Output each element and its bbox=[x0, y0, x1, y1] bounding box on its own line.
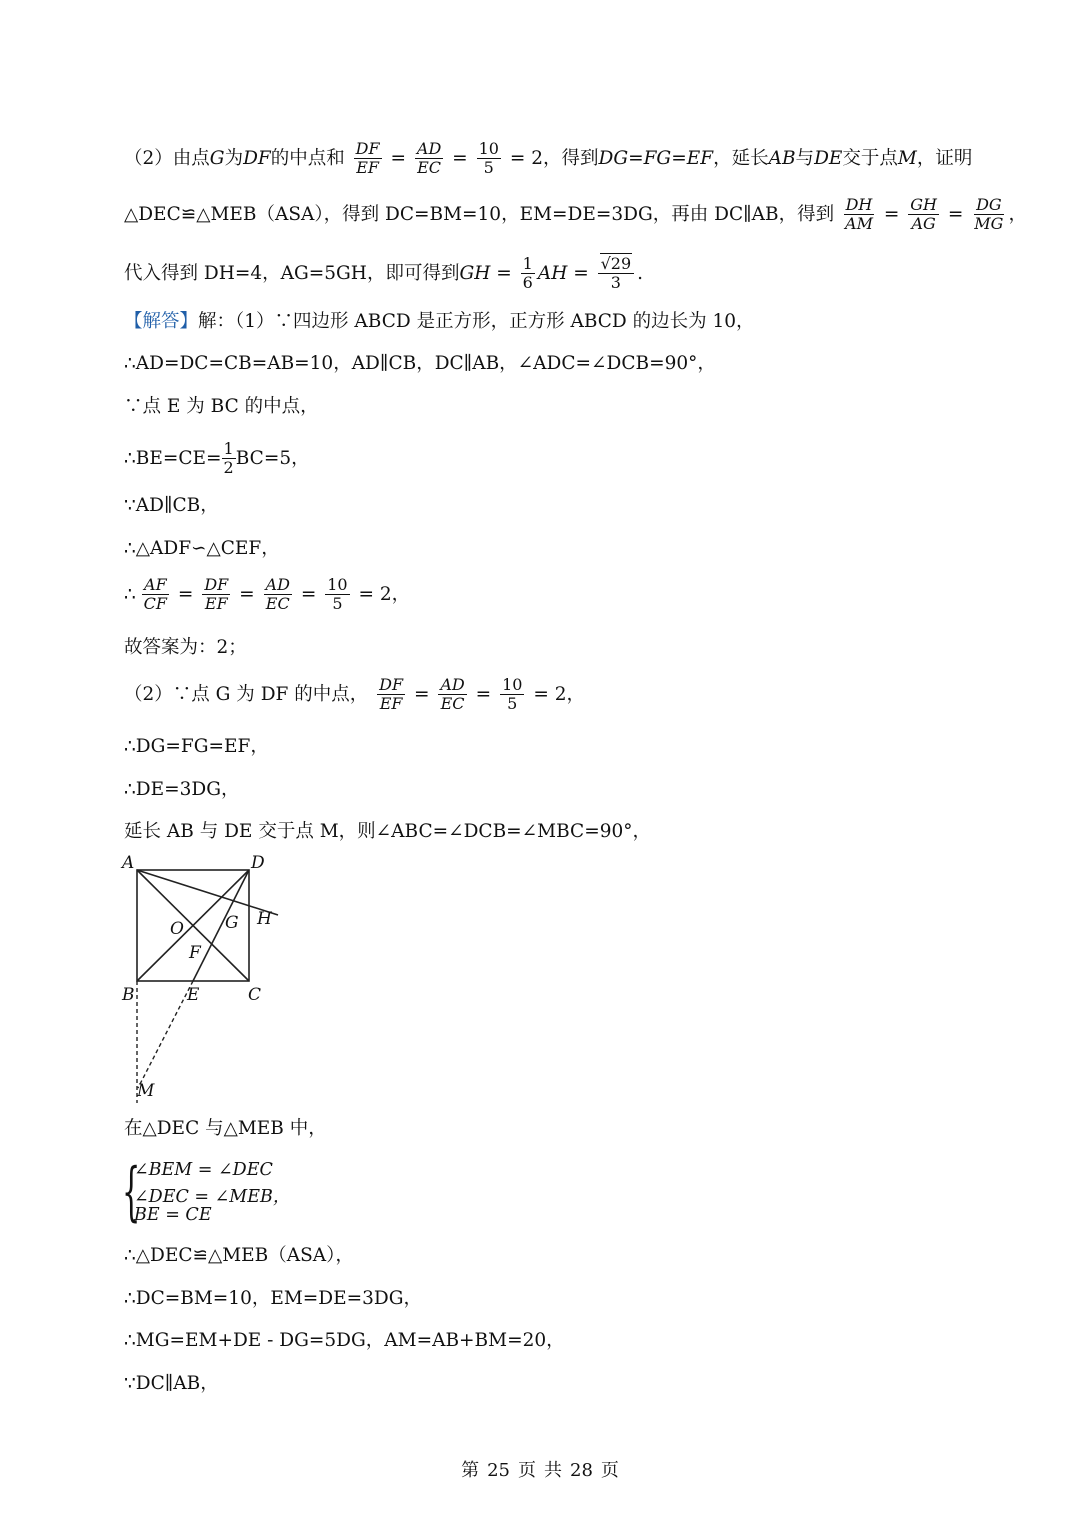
text: 解：（1）∵四边形 ABCD 是正方形，正方形 ABCD 的边长为 10， bbox=[198, 311, 755, 332]
solution-line: ∴MG=EM+DE - DG=5DG，AM=AB+BM=20， bbox=[124, 1330, 565, 1351]
equals: = bbox=[390, 147, 406, 169]
text: 的中点和 bbox=[270, 147, 345, 169]
solution-line: ∴DE=3DG， bbox=[124, 779, 240, 800]
text: DF bbox=[243, 147, 271, 169]
text: . bbox=[637, 262, 644, 284]
label-e: E bbox=[187, 985, 200, 1005]
label-f: F bbox=[189, 943, 201, 963]
solution-line: ∵点 E 为 BC 的中点， bbox=[124, 396, 319, 417]
solution-line: ∴DC=BM=10，EM=DE=3DG， bbox=[124, 1288, 423, 1309]
analysis-line-1 bbox=[124, 140, 972, 178]
label-c: C bbox=[248, 985, 262, 1005]
fraction-10-5: $\frac{10}{5}$ bbox=[502, 675, 523, 714]
segment-em bbox=[138, 981, 193, 1088]
label-h: H bbox=[257, 909, 272, 929]
system-row: BE = CE bbox=[134, 1205, 212, 1225]
answer-tag: 【解答】 bbox=[124, 311, 199, 332]
fraction-ad-ec: $\frac{AD}{EC}$ bbox=[416, 139, 442, 178]
analysis-line-3 bbox=[124, 255, 643, 293]
system-row: ∠BEM = ∠DEC bbox=[134, 1160, 273, 1180]
text: GH = bbox=[459, 262, 512, 284]
fraction-1-2: $\frac{1}{2}$ bbox=[223, 439, 234, 478]
page-number: 25 bbox=[487, 1460, 510, 1481]
page-total: 28 bbox=[570, 1460, 593, 1481]
label-o: O bbox=[170, 919, 184, 939]
equals: = bbox=[452, 147, 468, 169]
label-a: A bbox=[122, 853, 135, 873]
answer-header-line bbox=[124, 310, 755, 333]
fraction-af-cf: $\frac{AF}{CF}$ bbox=[143, 575, 168, 614]
page-footer: 第 25 页 共 28 页 bbox=[461, 1460, 619, 1481]
text: ，延长 bbox=[713, 147, 769, 169]
text: DG=FG=EF bbox=[598, 147, 714, 169]
solution-line: 在△DEC 与△MEB 中， bbox=[124, 1118, 327, 1139]
solution-line: ∴DG=FG=EF， bbox=[124, 736, 269, 757]
text: ，证明 bbox=[916, 147, 973, 169]
text: （2）由点 bbox=[124, 147, 210, 169]
solution-line: ∵DC∥AB， bbox=[124, 1373, 219, 1394]
fraction-gh-ag: $\frac{GH}{AG}$ bbox=[910, 195, 937, 234]
geometry-figure bbox=[118, 848, 288, 1108]
label-g: G bbox=[225, 913, 239, 933]
solution-line: 故答案为：2； bbox=[124, 637, 247, 658]
analysis-line-2 bbox=[124, 196, 1027, 234]
fraction-ad-ec: $\frac{AD}{EC}$ bbox=[265, 575, 290, 614]
fraction-sqrt29-3: $\frac{√29}{3}$ bbox=[598, 255, 635, 293]
text: AH = bbox=[537, 262, 589, 284]
text: △DEC≌△MEB（ASA），得到 DC=BM=10，EM=DE=3DG，再由 DC∥AB，得到 bbox=[124, 203, 835, 225]
equals: = bbox=[883, 203, 900, 225]
fraction-ad-ec: $\frac{AD}{EC}$ bbox=[440, 675, 465, 714]
solution-line: 延长 AB 与 DE 交于点 M，则∠ABC=∠DCB=∠MBC=90°， bbox=[124, 821, 652, 842]
text: 交于点 bbox=[842, 147, 898, 169]
fraction-10-5: $\frac{10}{5}$ bbox=[327, 575, 348, 614]
fraction-df-ef: $\frac{DF}{EF}$ bbox=[379, 675, 404, 714]
text: = 2，得到 bbox=[509, 147, 599, 169]
fraction-df-ef: $\frac{DF}{EF}$ bbox=[355, 139, 380, 178]
fraction-1-6: $\frac{1}{6}$ bbox=[522, 254, 533, 293]
text: 代入得到 DH=4，AG=5GH，即可得到 bbox=[124, 262, 460, 284]
brace: { bbox=[122, 1155, 141, 1229]
fraction-df-ef: $\frac{DF}{EF}$ bbox=[204, 575, 229, 614]
solution-line: ∴BE=CE= $\frac{1}{2}$ BC=5， bbox=[124, 439, 310, 478]
text: AB bbox=[768, 147, 796, 169]
text: 为 bbox=[224, 147, 244, 169]
label-m: M bbox=[137, 1081, 155, 1101]
label-d: D bbox=[251, 853, 265, 873]
solution-line: ∵AD∥CB， bbox=[124, 495, 219, 516]
solution-line: ∴AD=DC=CB=AB=10，AD∥CB，DC∥AB，∠ADC=∠DCB=90°， bbox=[124, 353, 716, 374]
solution-line: ∴△DEC≌△MEB（ASA）， bbox=[124, 1245, 354, 1266]
system-row: ∠DEC = ∠MEB， bbox=[134, 1186, 291, 1207]
solution-line: ∴△ADF∽△CEF， bbox=[124, 538, 280, 559]
fraction-dg-mg: $\frac{DG}{MG}$ bbox=[974, 195, 1004, 234]
equation-system bbox=[122, 1155, 291, 1229]
fraction-dh-am: $\frac{DH}{AM}$ bbox=[845, 195, 873, 234]
segment-de bbox=[193, 870, 249, 981]
fraction-10-5: $\frac{10}{5}$ bbox=[478, 139, 499, 178]
text: ， bbox=[1008, 203, 1027, 225]
text: M bbox=[897, 147, 917, 169]
text: DE bbox=[814, 147, 843, 169]
label-b: B bbox=[122, 985, 135, 1005]
text: G bbox=[209, 147, 225, 169]
solution-line: （2）∵点 G 为 DF 的中点， $\frac{DF}{EF}$ = $\frac{AD}{EC}$ = $\frac{10}{5}$ = 2， bbox=[124, 675, 585, 714]
solution-line: ∴ $\frac{AF}{CF}$ = $\frac{DF}{EF}$ = $\frac{AD}{EC}$ = $\frac{10}{5}$ = 2， bbox=[124, 575, 411, 614]
equals: = bbox=[947, 203, 964, 225]
text: 与 bbox=[795, 147, 815, 169]
